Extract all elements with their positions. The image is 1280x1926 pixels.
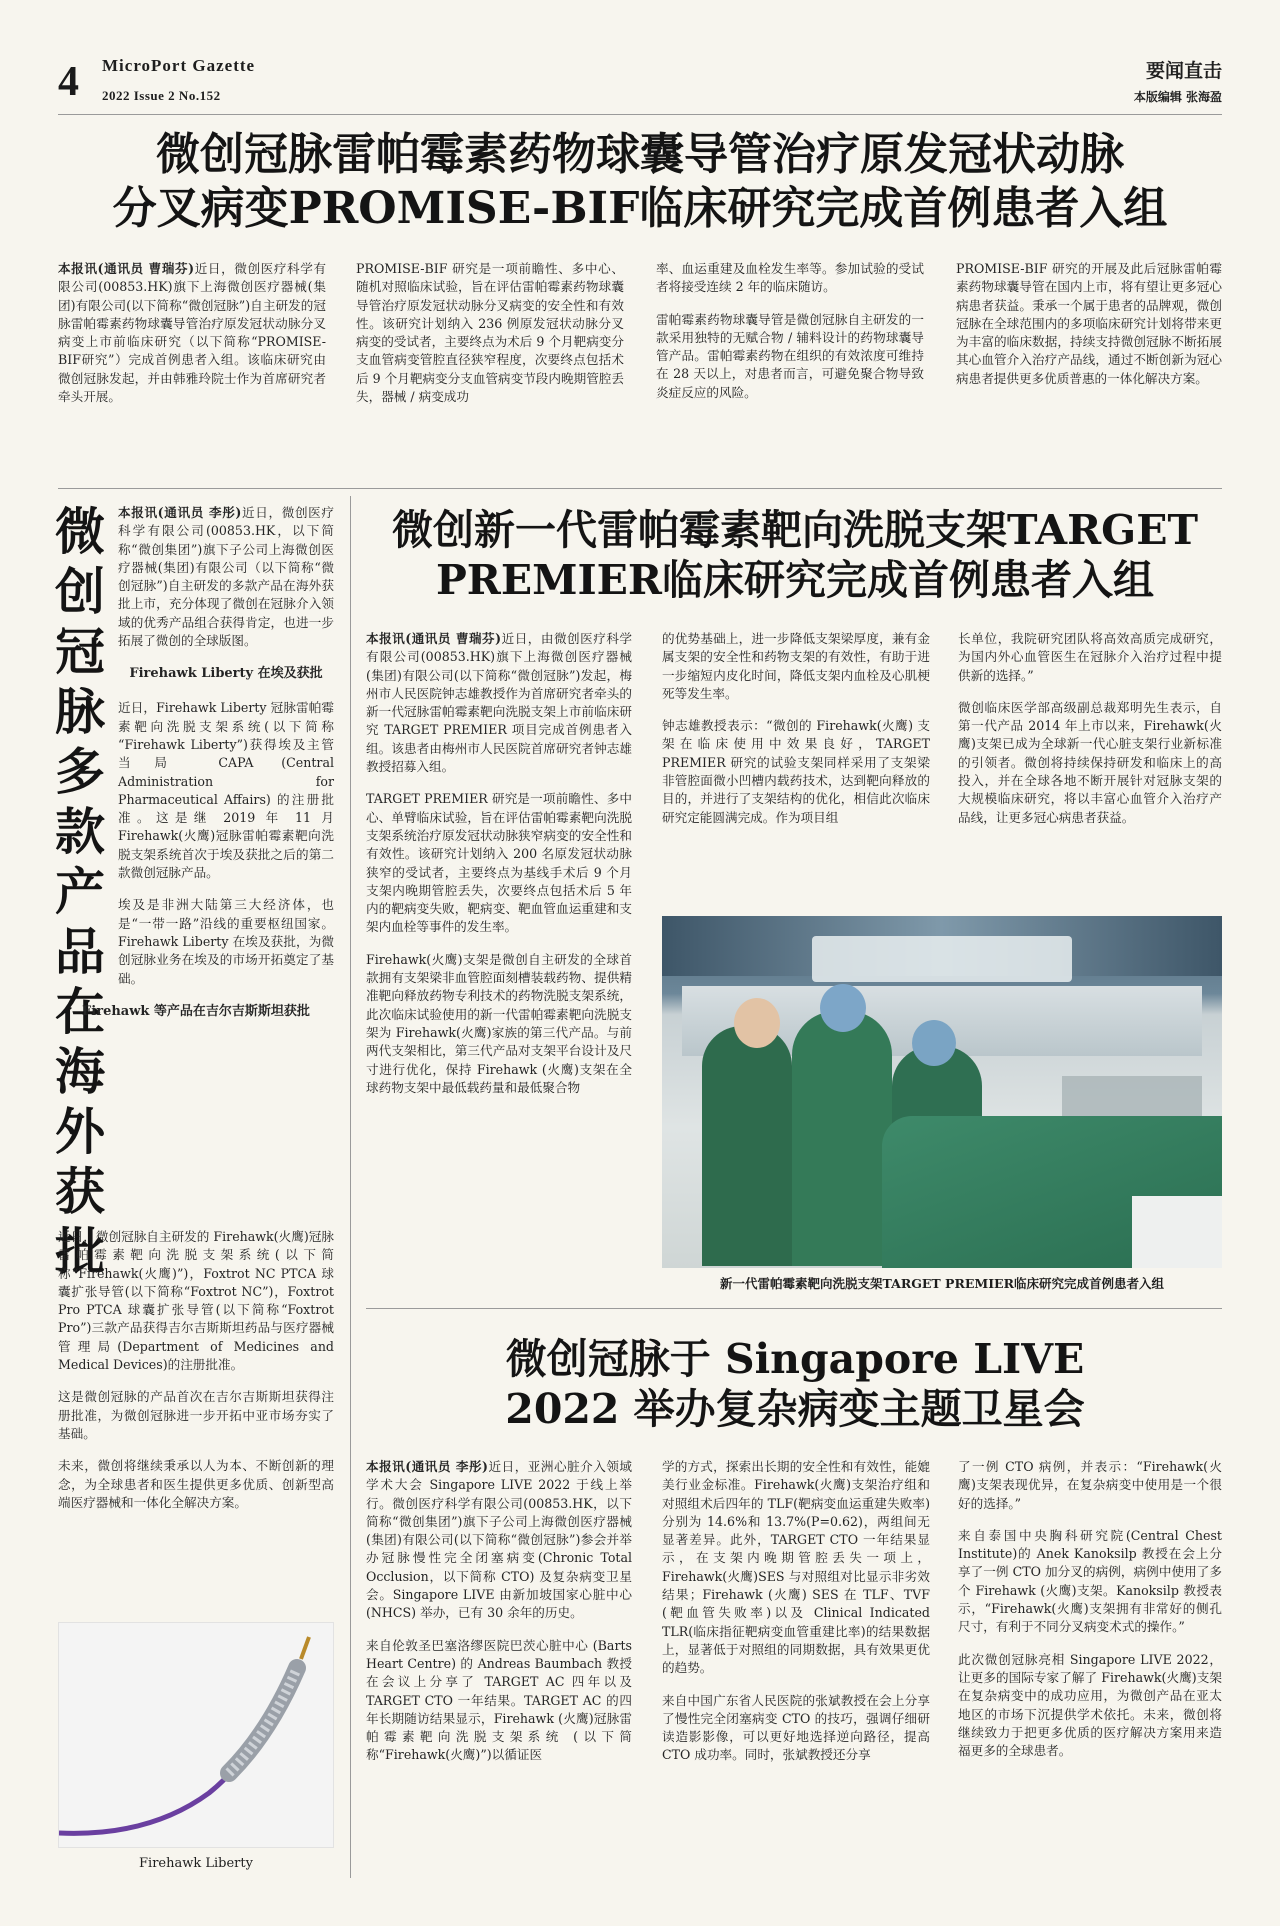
side-article-byline: 本报讯(通讯员 李彤) bbox=[118, 505, 242, 520]
stent-illustration-icon bbox=[59, 1623, 335, 1849]
article3-text-6: 来自泰国中央胸科研究院(Central Chest Institute)的 Anek Kanoksilp 教授在会上分享了一例 CTO 加分叉的病例，病例中使用了多个 Firehawk (火鹰)支架。Kanoksilp 教授表示，“Firehawk(火鹰)支架拥有非常好的侧孔尺寸，有利于不同分叉病变术式的操作。” bbox=[958, 1527, 1222, 1635]
surgery-photo-caption: 新一代雷帕霉素靶向洗脱支架TARGET PREMIER临床研究完成首例患者入组 bbox=[720, 1276, 1164, 1291]
page-number: 4 bbox=[58, 59, 79, 105]
side-article-subhead-kyrgyzstan: Firehawk 等产品在吉尔吉斯斯坦获批 bbox=[82, 1003, 310, 1019]
article2-column-3 bbox=[958, 630, 1222, 841]
side-article-closing: 未来，微创将继续秉承以人为本、不断创新的理念，为全球患者和医生提供更多优质、创新型高端医疗器械和一体化全解决方案。 bbox=[58, 1458, 334, 1510]
article3-headline-line1: 微创冠脉于 Singapore LIVE bbox=[505, 1335, 1085, 1383]
article1-text-3: 率、血运重建及血栓发生率等。参加试验的受试者将接受连续 2 年的临床随访。 bbox=[656, 261, 924, 295]
article1-column-1 bbox=[58, 260, 326, 406]
masthead-divider bbox=[58, 114, 1222, 115]
article1-headline-line1: 微创冠脉雷帕霉素药物球囊导管治疗原发冠状动脉 bbox=[156, 129, 1124, 180]
side-article-divider bbox=[350, 496, 351, 1878]
article2-text-2: TARGET PREMIER 研究是一项前瞻性、多中心、单臂临床试验，旨在评估雷帕霉素靶向洗脱支架系统治疗原发冠状动脉狭窄病变的安全性和有效性。该研究计划纳入 200 名原发冠状动脉狭窄的受试者，主要终点为基线手术后 9 个月支架内晚期管腔丢失，次要终点包括术后 5 年内的靶病变失败，靶病变、靶血管血运重建和支架内血栓等事件的发生率。 bbox=[366, 791, 632, 935]
article3-column-2 bbox=[662, 1458, 930, 1779]
article1-text-2: PROMISE-BIF 研究是一项前瞻性、多中心、随机对照临床试验，旨在评估雷帕霉素药物球囊导管治疗原发冠状动脉分叉病变的安全性和有效性。该研究计划纳入 236 例原发冠状动脉分叉病变的受试者，主要终点为术后 9 个月靶病变分支血管病变管腔直径狭窄程度，次要终点包括术后 9 个月靶病变分支血管病变节段内晚期管腔丢失，器械 / 病变成功 bbox=[356, 261, 624, 405]
side-article-subhead-egypt: Firehawk Liberty 在埃及获批 bbox=[129, 666, 323, 682]
article3-text-5: 了一例 CTO 病例，并表示：“Firehawk(火鹰)支架表现优异，在复杂病变中使用是一个很好的选择。” bbox=[958, 1459, 1222, 1511]
stent-image-caption: Firehawk Liberty bbox=[139, 1856, 253, 1871]
article3-text-7: 此次微创冠脉亮相 Singapore LIVE 2022，让更多的国际专家了解了 Firehawk(火鹰)支架在复杂病变中的成功应用，为微创产品在亚太地区的市场下沉提供学术依托。未来，微创将继续致力于把更多优质的医疗解决方案用来造福更多的全球患者。 bbox=[958, 1651, 1222, 1759]
section-name: 要闻直击 bbox=[1145, 60, 1222, 82]
article2-column-1 bbox=[366, 630, 632, 1111]
article3-text-3: 学的方式，探索出长期的安全性和有效性，能媲美行业金标准。Firehawk(火鹰)支架治疗组和对照组术后四年的 TLF(靶病变血运重建失败率)分别为 14.6%和 13.7%(P=0.62)，两组间无显著差异。此外，TARGET CTO 一年结果显示，在支架内晚期管腔丢失一项上，Firehawk(火鹰)SES 与对照组对比显示非劣效结果；Firehawk (火鹰) SES 在 TLF、TVF (靶血管失败率)以及 Clinical Indicated TLR(临床指征靶病变血管重建比率)的结果数据上，显著低于对照组的同期数据，具有效果更优的趋势。 bbox=[662, 1459, 930, 1676]
article2-divider bbox=[366, 1308, 1222, 1309]
stent-product-image bbox=[58, 1622, 334, 1848]
article3-text-2: 来自伦敦圣巴塞洛缪医院巴茨心脏中心 (Barts Heart Centre) 的 Andreas Baumbach 教授在会议上分享了 TARGET AC 四年以及 TARGET CTO 一年结果。TARGET AC 的四年长期随访结果显示，Firehawk (火鹰)冠脉雷帕霉素靶向洗脱支架系统 (以下简称“Firehawk(火鹰)”)以循证医 bbox=[366, 1637, 632, 1763]
publication-name: MicroPort Gazette bbox=[102, 56, 256, 75]
article2-text-5: 钟志雄教授表示：“微创的 Firehawk(火鹰) 支架在临床使用中效果良好，TARGET PREMIER 研究的试验支架同样采用了支架梁非管腔面微小凹槽内载药技术，达到靶向释放的目的，并进行了支架结构的优化，相信此次临床研究定能圆满完成。作为项目组 bbox=[662, 718, 930, 825]
side-article-egypt-p1: 近日，Firehawk Liberty 冠脉雷帕霉素靶向洗脱支架系统(以下简称 “Firehawk Liberty”)获得埃及主管当局 CAPA (Central Administration for Pharmaceutical Affairs) 的注册批准。这是继 2019 年 11 月 Firehawk(火鹰)冠脉雷帕霉素靶向洗脱支架系统首次于埃及获批之后的第二款微创冠脉产品。 bbox=[118, 700, 334, 881]
article3-byline: 本报讯(通讯员 李彤) bbox=[366, 1459, 489, 1474]
side-article-vertical-title: 微创冠脉多款产品在海外获批 bbox=[55, 502, 105, 1281]
side-article-intro-text: 近日，微创医疗科学有限公司(00853.HK，以下简称“微创集团”)旗下子公司上海微创医疗器械(集团)有限公司（以下简称“微创冠脉”)自主研发的多款产品在海外获批上市，充分体现了微创在冠脉介入领域的优秀产品组合获得肯定，也进一步拓展了微创的全球版图。 bbox=[118, 505, 335, 649]
article2-headline bbox=[368, 505, 1222, 605]
article2-text-7: 微创临床医学部高级副总裁郑明先生表示，自第一代产品 2014 年上市以来，Firehawk(火鹰)支架已成为全球新一代心脏支架行业新标准的引领者。微创将持续保持研发和临床上的高投入，并在全球各地不断开展针对冠脉支架的大规模临床研究，将以丰富心血管介入治疗产品线，让更多冠心病患者获益。 bbox=[958, 699, 1222, 825]
article2-text-3: Firehawk(火鹰)支架是微创自主研发的全球首款拥有支架梁非血管腔面刻槽装载药物、提供精准靶向释放药物专利技术的药物洗脱支架系统，此次临床试验使用的新一代雷帕霉素靶向洗脱支架为 Firehawk(火鹰)家族的第三代产品。与前两代支架相比，第三代产品对支架平台设计及尺寸进行优化，保持 Firehawk (火鹰)支架在全球药物支架中最低载药量和最低聚合物 bbox=[366, 951, 632, 1095]
article1-column-3 bbox=[656, 260, 924, 416]
surgery-photo bbox=[662, 916, 1222, 1268]
article3-column-1 bbox=[366, 1458, 632, 1779]
side-article-kyrgyzstan-p2: 这是微创冠脉的产品首次在吉尔吉斯斯坦获得注册批准，为微创冠脉进一步开拓中亚市场夯实了基础。 bbox=[58, 1389, 334, 1441]
article1-headline-line2: 分叉病变PROMISE-BIF临床研究完成首例患者入组 bbox=[112, 182, 1168, 234]
article2-headline-line2: PREMIER临床研究完成首例患者入组 bbox=[435, 556, 1155, 605]
article1-text-1: 近日，微创医疗科学有限公司(00853.HK)旗下上海微创医疗器械(集团)有限公司(以下简称“微创冠脉”)自主研发的冠脉雷帕霉素药物球囊导管治疗原发冠状动脉分叉病变上市前临床研究（以下简称“PROMISE-BIF研究”）完成首例患者入组。该临床研究由微创冠脉发起，并由韩雅玲院士作为首席研究者牵头开展。 bbox=[58, 261, 327, 405]
page-editor: 本版编辑 张海盈 bbox=[1133, 90, 1222, 104]
article1-column-2 bbox=[356, 260, 624, 406]
article1-text-5: PROMISE-BIF 研究的开展及此后冠脉雷帕霉素药物球囊导管在国内上市，将有望让更多冠心病患者获益。秉承一个属于患者的品牌观，微创冠脉在全球范围内的多项临床研究计划将带来更为丰富的临床数据，持续支持微创冠脉不断拓展其心血管介入治疗产品线，通过不断创新为冠心病患者提供更多优质普惠的一体化解决方案。 bbox=[956, 261, 1222, 386]
article3-headline-line2: 2022 举办复杂病变主题卫星会 bbox=[505, 1385, 1085, 1434]
article2-text-6: 长单位，我院研究团队将高效高质完成研究，为国内外心血管医生在冠脉介入治疗过程中提供新的选择。” bbox=[958, 631, 1222, 683]
article1-byline: 本报讯(通讯员 曹瑞芬) bbox=[58, 261, 195, 276]
article3-text-1: 近日，亚洲心脏介入领域学术大会 Singapore LIVE 2022 于线上举行。微创医疗科学有限公司(00853.HK，以下简称“微创集团”)旗下子公司上海微创医疗器械(集团)有限公司(以下简称“微创冠脉”)参会并举办冠脉慢性完全闭塞病变(Chronic Total Occlusion，以下简称 CTO) 及复杂病变卫星会。Singapore LIVE 由新加坡国家心脏中心 (NHCS) 举办，已有 30 余年的历史。 bbox=[366, 1459, 632, 1621]
article3-text-4: 来自中国广东省人民医院的张斌教授在会上分享了慢性完全闭塞病变 CTO 的技巧，强调仔细研读造影影像，可以更好地选择逆向路径，提高 CTO 成功率。同时，张斌教授还分享 bbox=[662, 1692, 930, 1763]
side-article-kyrgyzstan-p1: 近日，微创冠脉自主研发的 Firehawk(火鹰)冠脉雷帕霉素靶向洗脱支架系统(以下简称“Firehawk(火鹰)”)，Foxtrot NC PTCA 球囊扩张导管(以下简称“Foxtrot NC”)，Foxtrot Pro PTCA 球囊扩张导管(以下简称“Foxtrot Pro”)三款产品获得吉尔吉斯斯坦药品与医疗器械管理局(Department of Medicines and Medical Devices)的注册批准。 bbox=[58, 1229, 334, 1373]
article1-text-4: 雷帕霉素药物球囊导管是微创冠脉自主研发的一款采用独特的无赋合物 / 辅料设计的药物球囊导管产品。雷帕霉素药物在组织的有效浓度可维持在 28 天以上，对患者而言，可避免聚合物导致炎症反应的风险。 bbox=[656, 311, 924, 400]
article2-headline-line1: 微创新一代雷帕霉素靶向洗脱支架TARGET bbox=[392, 506, 1198, 554]
article2-text-1: 近日，由微创医疗科学有限公司(00853.HK)旗下上海微创医疗器械(集团)有限公司(以下简称“微创冠脉”)发起，梅州市人民医院钟志雄教授作为首席研究者牵头的新一代冠脉雷帕霉素靶向洗脱支架上市前临床研究 TARGET PREMIER 项目完成首例患者入组。该患者由梅州市人民医院首席研究者钟志雄教授招募入组。 bbox=[366, 631, 633, 775]
article3-headline bbox=[368, 1334, 1222, 1434]
issue-number: 2022 Issue 2 No.152 bbox=[102, 88, 221, 103]
side-article-lower bbox=[58, 1228, 334, 1526]
article1-headline bbox=[58, 128, 1222, 235]
side-article-egypt-p2: 埃及是非洲大陆第三大经济体，也是“一带一路”沿线的重要枢纽国家。Firehawk Liberty 在埃及获批，为微创冠脉业务在埃及的市场开拓奠定了基础。 bbox=[118, 897, 334, 986]
side-article-intro bbox=[82, 504, 335, 1037]
article3-column-3 bbox=[958, 1458, 1222, 1774]
article2-column-2 bbox=[662, 630, 930, 841]
article2-byline: 本报讯(通讯员 曹瑞芬) bbox=[366, 631, 502, 646]
article1-divider bbox=[58, 488, 1222, 489]
article2-text-4: 的优势基础上，进一步降低支架梁厚度，兼有金属支架的安全性和药物支架的有效性，有助于进一步缩短内皮化时间，降低支架内血栓及心肌梗死等发生率。 bbox=[662, 631, 930, 701]
article1-column-4 bbox=[956, 260, 1222, 388]
